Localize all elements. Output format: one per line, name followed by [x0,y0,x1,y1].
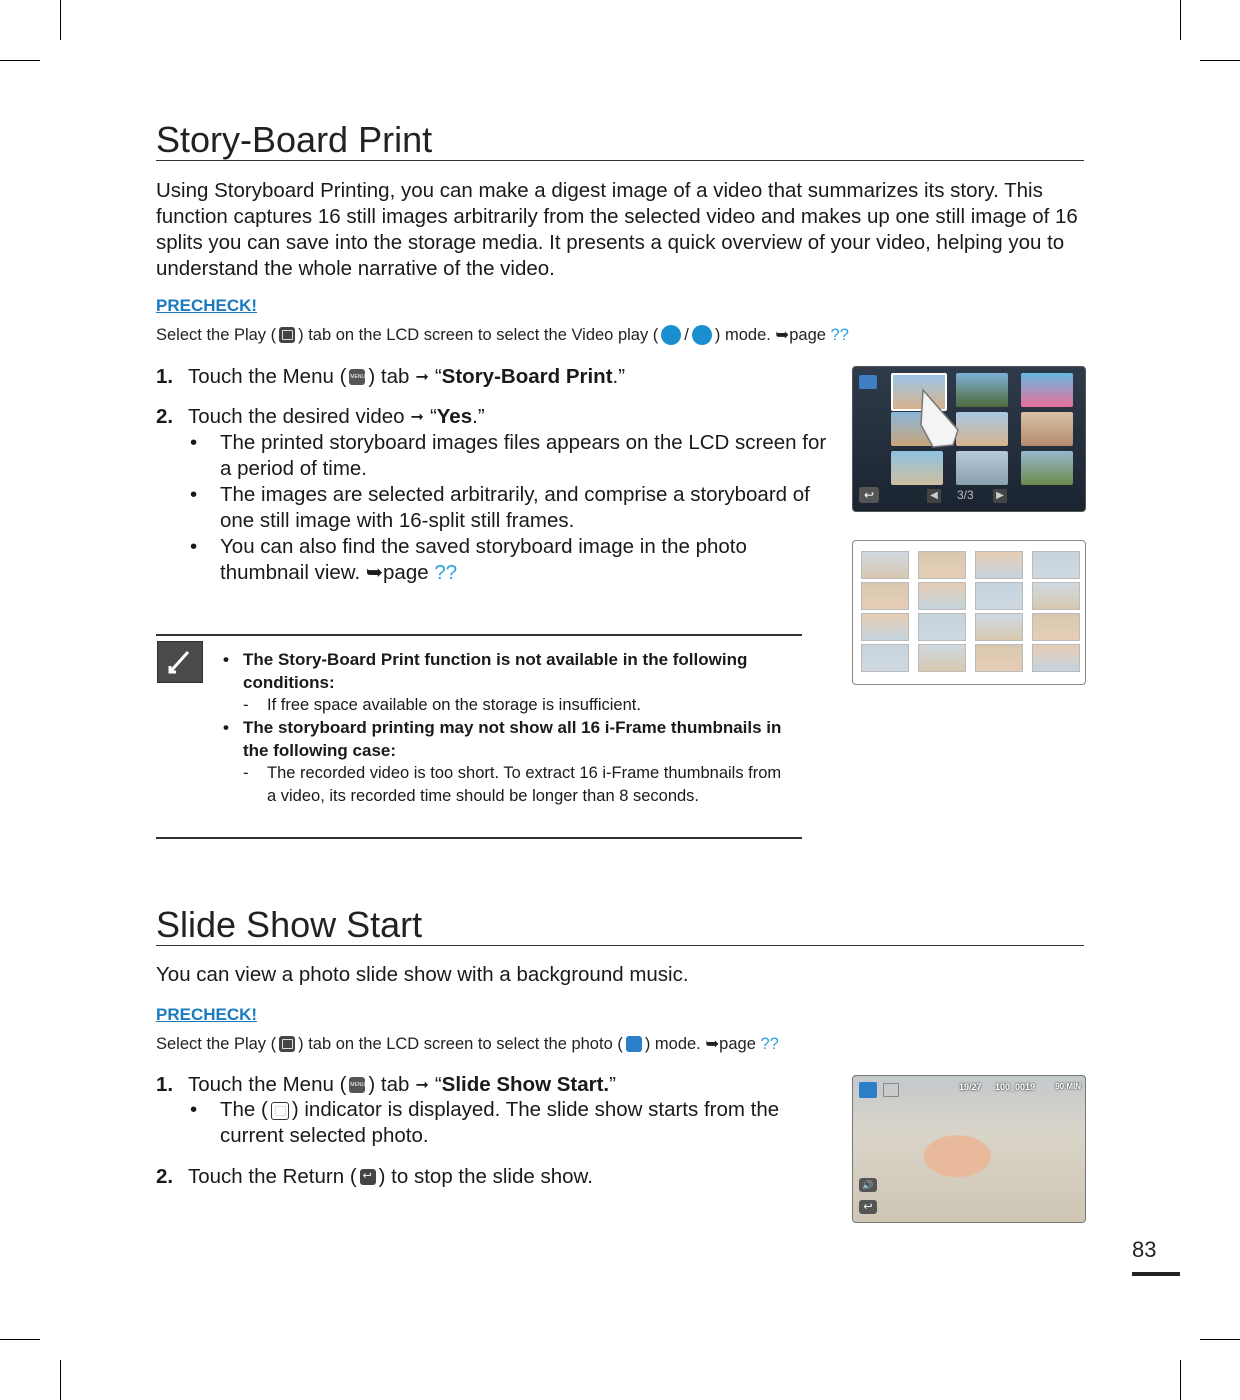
slideshow-indicator-icon [883,1083,899,1097]
storyboard-step-1: 1. Touch the Menu ( MENU ) tab ➞ “ Story-Board Print .” [156,365,625,389]
menu-tab-icon [349,369,365,385]
play-tab-icon [279,327,295,343]
storyboard-frame [918,551,966,579]
play-tab-icon [279,1036,295,1052]
note-icon [157,641,203,683]
page-number-bar [1132,1272,1180,1276]
photo-counter: 19/27 [959,1082,982,1092]
touch-hand-icon [913,385,973,455]
list-item: • The ( ) indicator is displayed. The slide show starts from the current selected photo. [190,1098,780,1147]
slideshow-indicator-icon [271,1102,289,1120]
note-subitem: - The recorded video is too short. To extract 16 i-Frame thumbnails from a video, its recorded time should be longer than 8 seconds. [243,764,782,805]
page-ref-link[interactable]: ?? [434,561,458,584]
lcd-video-thumbnail-screen [852,366,1086,512]
storyboard-frame [861,582,909,610]
storyboard-frame [975,613,1023,641]
video-thumbnail[interactable] [1021,373,1073,407]
slideshow-step-2: 2. Touch the Return ( ↩ ) to stop the slide show. [156,1165,593,1189]
return-button[interactable]: ↩ [859,1200,877,1214]
note-subitem: - If free space available on the storage is insufficient. [243,696,641,714]
crop-mark [1180,0,1181,40]
crop-mark [1180,1360,1181,1400]
storyboard-image [852,540,1086,685]
note-bottom-rule [156,837,802,839]
prev-page-button[interactable]: ◀ [927,489,941,503]
battery-remaining: 90 MIN [1055,1082,1081,1091]
return-button[interactable]: ↩ [859,487,879,503]
lcd-slideshow-screen [852,1075,1086,1223]
page-ref-link[interactable]: ?? [830,325,849,344]
note-item: • The Story-Board Print function is not available in the following conditions: [223,650,748,692]
video-3d-icon [692,325,712,345]
precheck-text: Select the Play ( ) tab on the LCD screen to select the photo ( ) mode. ➥page ?? [156,1034,779,1053]
list-item: • The printed storyboard images files appears on the LCD screen for a period of time. [190,431,827,480]
storyboard-step-2: 2. Touch the desired video ➞ “ Yes .” [156,405,485,428]
slideshow-intro: You can view a photo slide show with a background music. [156,963,689,986]
storyboard-frame [918,582,966,610]
arrow-right-icon: ➞ [410,409,424,426]
volume-button[interactable]: 🔊 [859,1178,877,1192]
crop-mark [60,0,61,40]
storyboard-frame [1032,613,1080,641]
crop-mark [1200,60,1240,61]
crop-mark [60,1360,61,1400]
photo-mode-icon [626,1036,642,1052]
page-indicator: 3/3 [957,488,974,502]
storyboard-frame [861,551,909,579]
storyboard-frame [918,644,966,672]
storyboard-frame [975,551,1023,579]
page-number: 83 [1132,1237,1157,1262]
return-icon [360,1169,376,1185]
precheck-label: PRECHECK! [156,1005,258,1024]
page-ref-link[interactable]: ?? [760,1034,779,1053]
crop-mark [0,60,40,61]
note-top-rule [156,634,802,636]
arrow-right-icon: ➞ [415,1077,429,1094]
crop-mark [0,1339,40,1340]
section-title-storyboard: Story-Board Print [156,120,1084,161]
storyboard-frame [918,613,966,641]
precheck-label: PRECHECK! [156,296,258,315]
storyboard-frame [861,613,909,641]
storyboard-intro: Using Storyboard Printing, you can make a digest image of a video that summarizes its story. This function captures 16 still images arbitrarily from the selected video and makes up one still image of 16 splits you can save into the storage media. It presents a quick overview of your video, helping you to understand the whole narrative of the video. [156,179,1078,280]
video-thumbnail[interactable] [1021,412,1073,446]
storyboard-frame [975,644,1023,672]
photo-mode-icon [859,1082,877,1098]
menu-tab-icon [349,1077,365,1093]
storyboard-frame [1032,644,1080,672]
precheck-text: Select the Play ( ) tab on the LCD screen to select the Video play ( / ) mode. ➥page ?? [156,325,849,344]
list-view-icon [859,375,877,389]
arrow-right-icon: ➞ [415,369,429,386]
storyboard-frame [861,644,909,672]
file-name: 100_0019 [995,1082,1036,1092]
slideshow-step-1: 1. Touch the Menu ( MENU ) tab ➞ “ Slide Show Start. ” [156,1073,616,1097]
crop-mark [1200,1339,1240,1340]
list-item: • The images are selected arbitrarily, and comprise a storyboard of one still image with 16-split still frames. [190,483,810,532]
note-item: • The storyboard printing may not show all 16 i-Frame thumbnails in the following case: [223,718,782,760]
next-page-button[interactable]: ▶ [993,489,1007,503]
video-thumbnail[interactable] [956,451,1008,485]
video-thumbnail[interactable] [891,451,943,485]
storyboard-frame [1032,551,1080,579]
video-thumbnail[interactable] [1021,451,1073,485]
storyboard-frame [975,582,1023,610]
storyboard-frame [1032,582,1080,610]
list-item: • You can also find the saved storyboard image in the photo thumbnail view. ➥page ?? [190,535,747,584]
section-title-slideshow: Slide Show Start [156,905,1084,946]
video-2d-icon [661,325,681,345]
